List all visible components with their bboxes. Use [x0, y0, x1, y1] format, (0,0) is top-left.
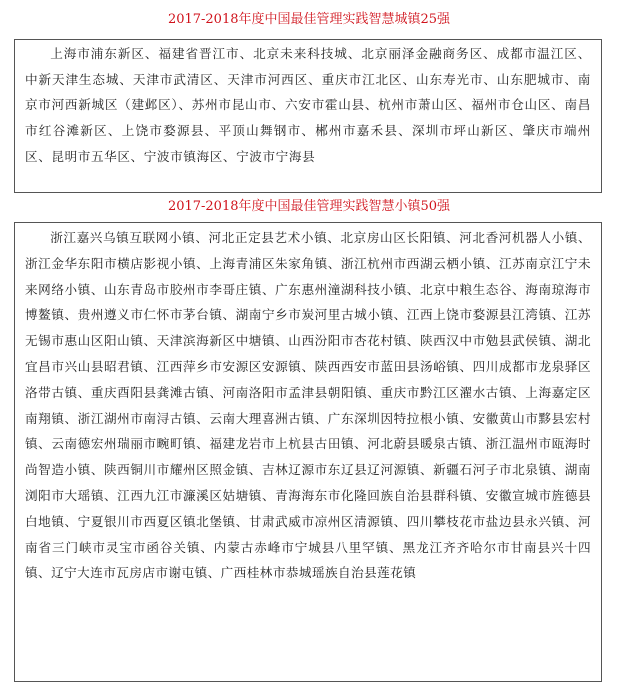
section-title-smart-cities: 2017-2018年度中国最佳管理实践智慧城镇25强: [167, 12, 451, 27]
smart-towns-list-text: 浙江嘉兴乌镇互联网小镇、河北正定县艺术小镇、北京房山区长阳镇、河北香河机器人小镇、浙江金华东阳市横店影视小镇、上海青浦区朱家角镇、浙江杭州市西湖云栖小镇、江苏南京江宁未来网络小镇、山东青岛市胶州市李哥庄镇、广东惠州潼湖科技小镇、北京中粮生态谷、海南琼海市博鳌镇、贵州遵义市仁怀市茅台镇、湖南宁乡市炭河里古城小镇、江西上饶市婺源县江湾镇、江苏无锡市惠山区阳山镇、天津滨海新区中塘镇、山西汾阳市杏花村镇、陕西汉中市勉县武侯镇、湖北宜昌市兴山县昭君镇、江西萍乡市安源区安源镇、陕西西安市蓝田县汤峪镇、四川成都市龙泉驿区洛带古镇、重庆酉阳县龚滩古镇、河南洛阳市孟津县朝阳镇、重庆市黔江区濯水古镇、上海嘉定区南翔镇、浙江湖州市南浔古镇、云南大理喜洲古镇、广东深圳因特拉根小镇、安徽黄山市黟县宏村镇、云南德宏州瑞丽市畹町镇、福建龙岩市上杭县古田镇、河北蔚县暖泉古镇、浙江温州市瓯海时尚智造小镇、陕西铜川市耀州区照金镇、吉林辽源市东辽县辽河源镇、新疆石河子市北泉镇、湖南浏阳市大瑶镇、江西九江市濂溪区姑塘镇、青海海东市化隆回族自治县群科镇、安徽宣城市旌德县白地镇、宁夏银川市西夏区镇北堡镇、甘肃武威市凉州区清源镇、四川攀枝花市盐边县永兴镇、河南省三门峡市灵宝市函谷关镇、内蒙古赤峰市宁城县八里罕镇、黑龙江齐齐哈尔市甘南县兴十四镇、辽宁大连市瓦房店市谢屯镇、广西桂林市恭城瑶族自治县莲花镇: [25, 230, 591, 581]
smart-cities-list-text: 上海市浦东新区、福建省晋江市、北京未来科技城、北京丽泽金融商务区、成都市温江区、中新天津生态城、天津市武清区、天津市河西区、重庆市江北区、山东寿光市、山东肥城市、南京市河西新城区（建邺区）、苏州市昆山市、六安市霍山县、杭州市萧山区、福州市仓山区、南昌市红谷滩新区、上饶市婺源县、平顶山舞钢市、郴州市嘉禾县、深圳市坪山新区、肇庆市端州区、昆明市五华区、宁波市镇海区、宁波市宁海县: [25, 46, 591, 164]
smart-towns-list-box: [14, 222, 602, 682]
smart-cities-list-box: [14, 39, 602, 193]
section-title-smart-towns: 2017-2018年度中国最佳管理实践智慧小镇50强: [167, 199, 451, 214]
